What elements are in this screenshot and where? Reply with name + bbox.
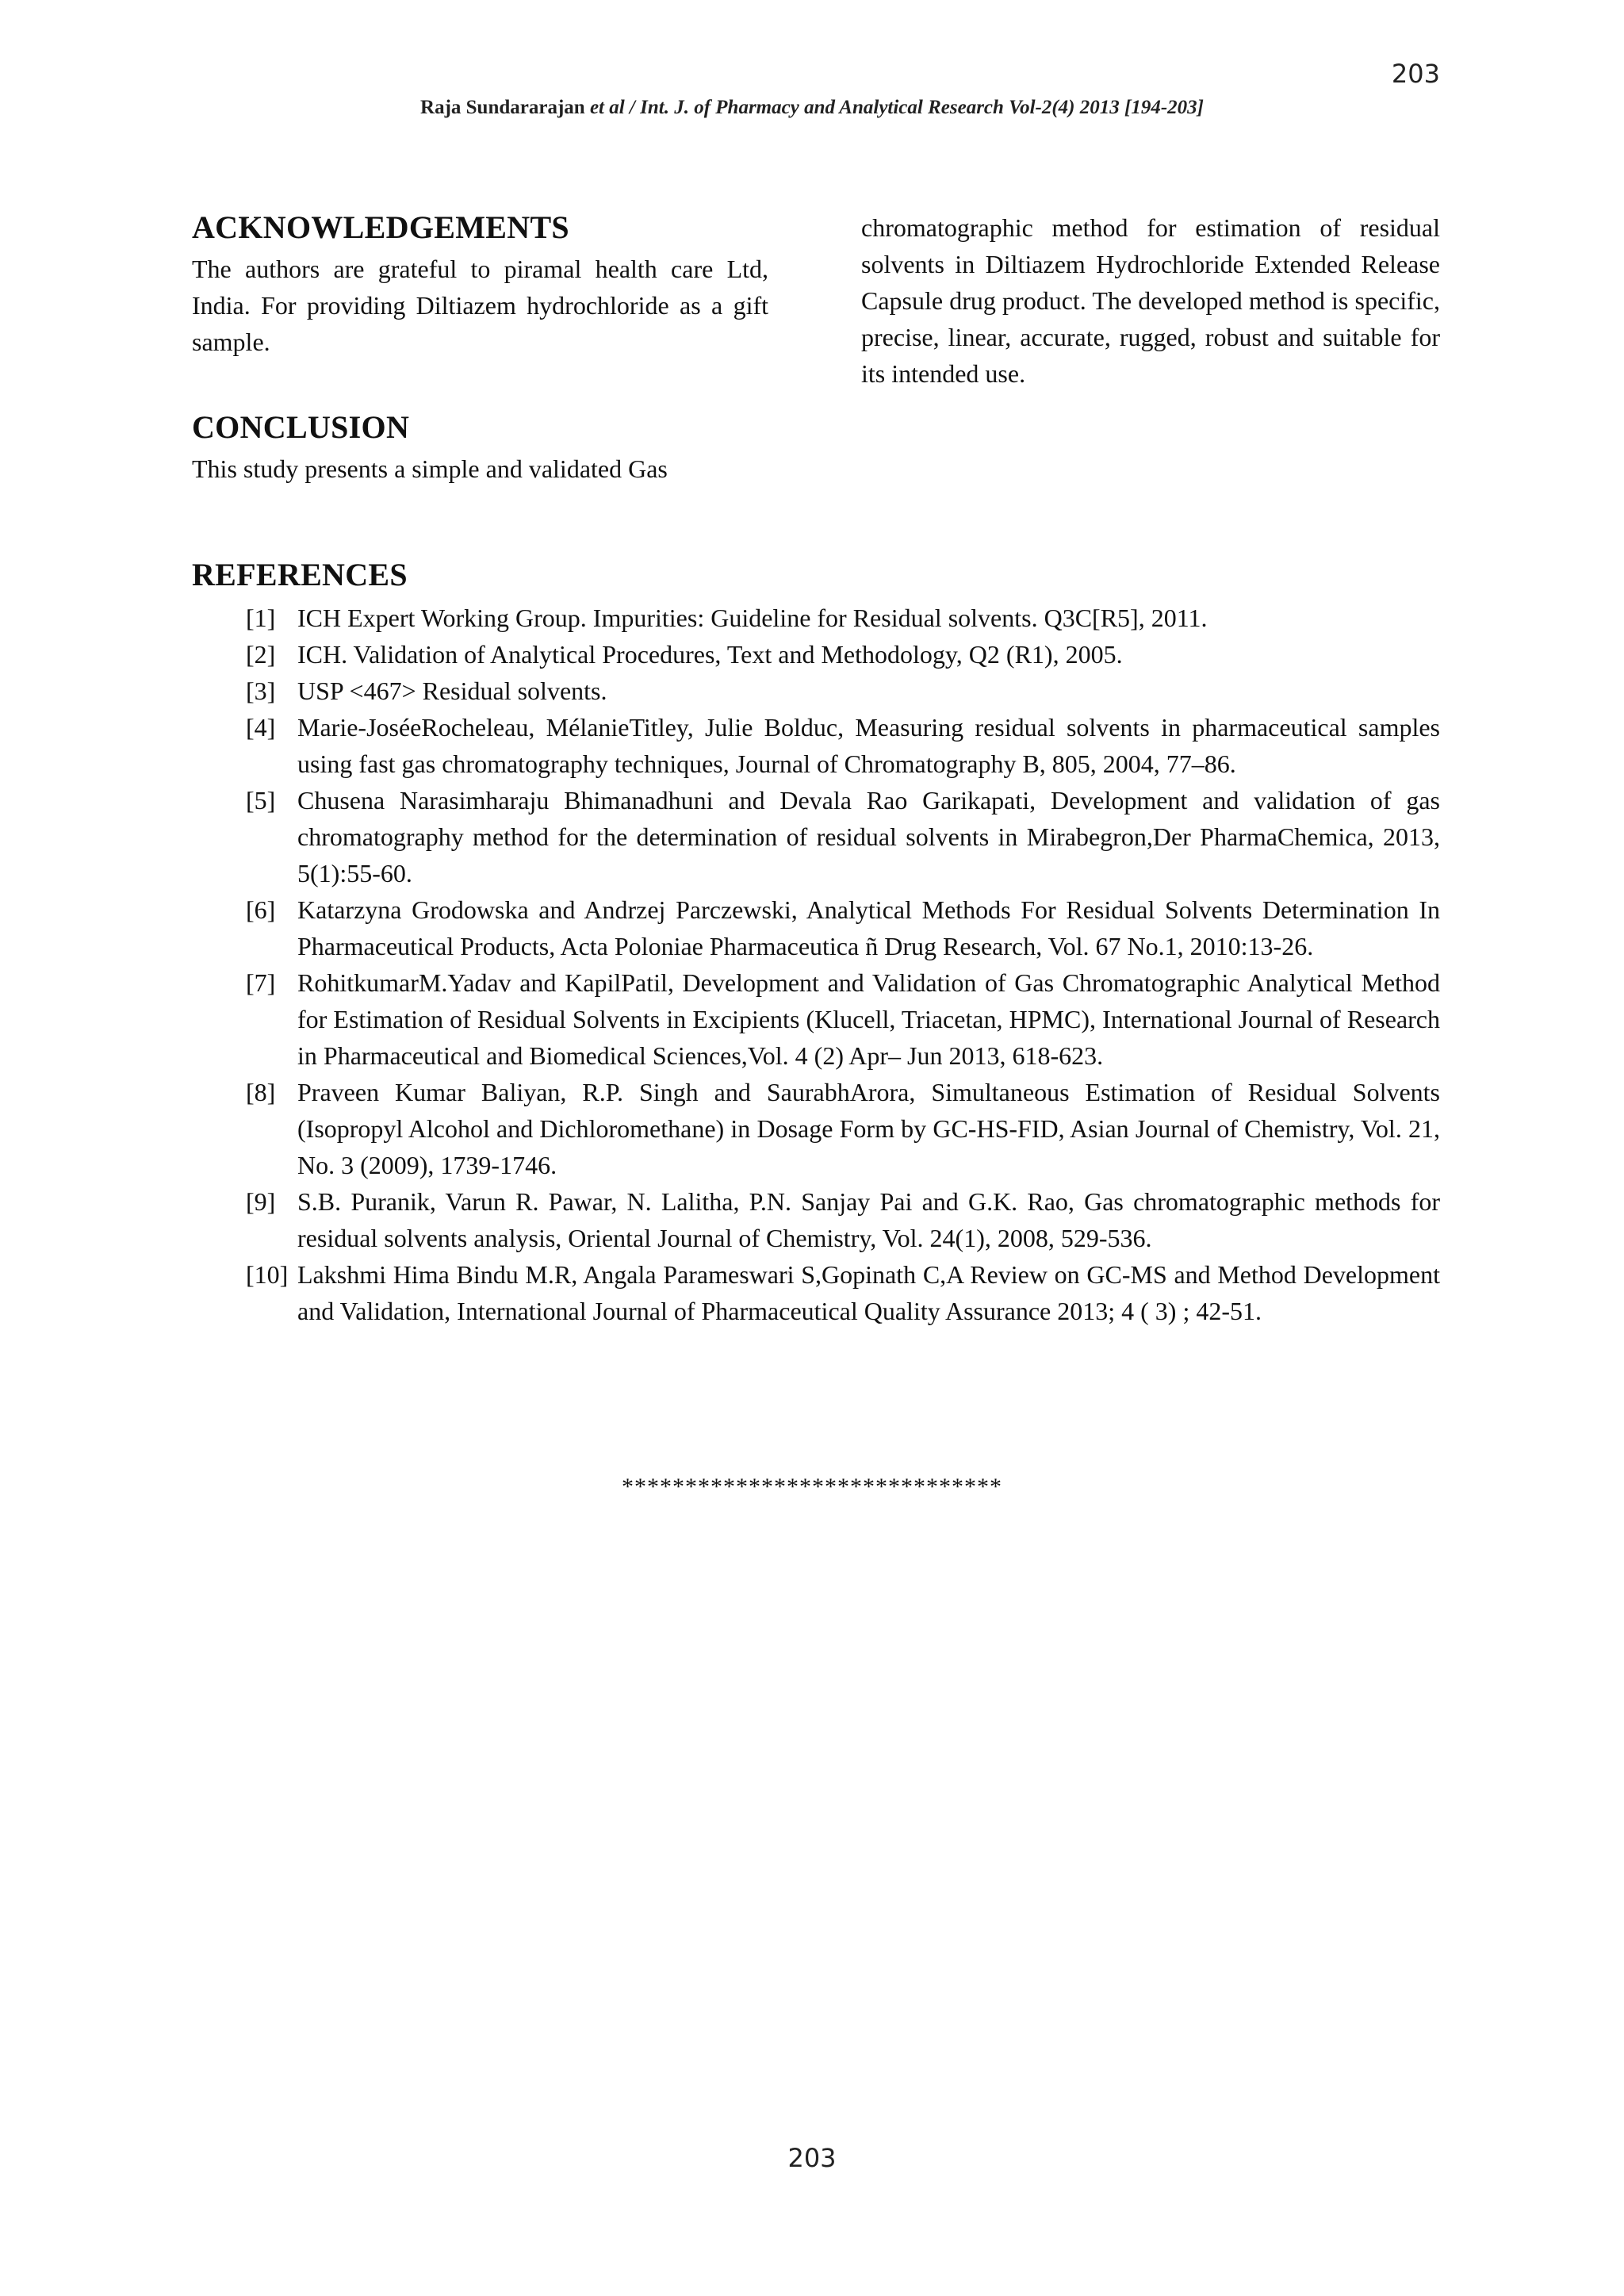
reference-number: [5] bbox=[246, 786, 276, 815]
left-column bbox=[192, 208, 768, 487]
right-column bbox=[861, 209, 1440, 392]
running-head bbox=[0, 97, 1624, 119]
reference-item bbox=[192, 964, 1440, 1074]
references-heading: REFERENCES bbox=[192, 557, 408, 592]
reference-list bbox=[192, 600, 1440, 1329]
reference-text: ICH. Validation of Analytical Procedures, Text and Methodology, Q2 (R1), 2005. bbox=[297, 640, 1123, 669]
reference-text: S.B. Puranik, Varun R. Pawar, N. Lalitha, P.N. Sanjay Pai and G.K. Rao, Gas chromatographic methods for residual solvents analysis, Oriental Journal of Chemistry, Vol. 24(1), 2008, 529-536. bbox=[297, 1187, 1440, 1252]
reference-item bbox=[192, 673, 1440, 709]
reference-text: Marie-JoséeRocheleau, MélanieTitley, Julie Bolduc, Measuring residual solvents in pharmaceutical samples using fast gas chromatography techniques, Journal of Chromatography B, 805, 2004, 77–86. bbox=[297, 713, 1440, 778]
reference-number: [4] bbox=[246, 713, 276, 742]
acknowledgements-heading: ACKNOWLEDGEMENTS bbox=[192, 209, 569, 245]
reference-item bbox=[192, 636, 1440, 673]
running-head-citation: et al / Int. J. of Pharmacy and Analytical Research Vol-2(4) 2013 [194-203] bbox=[589, 97, 1204, 118]
acknowledgements-text: The authors are grateful to piramal health care Ltd, India. For providing Diltiazem hydrochloride as a gift sample. bbox=[192, 255, 768, 356]
reference-number: [8] bbox=[246, 1078, 276, 1106]
reference-number: [2] bbox=[246, 640, 276, 669]
conclusion-text-continued: chromatographic method for estimation of residual solvents in Diltiazem Hydrochloride Extended Release Capsule drug product. The developed method is specific, precise, linear, accurate, rugged, robust and suitable for its intended use. bbox=[861, 213, 1440, 388]
reference-text: Katarzyna Grodowska and Andrzej Parczewski, Analytical Methods For Residual Solvents Determination In Pharmaceutical Products, Acta Poloniae Pharmaceutica ñ Drug Research, Vol. 67 No.1, 2010:13-26. bbox=[297, 895, 1440, 960]
reference-text: RohitkumarM.Yadav and KapilPatil, Development and Validation of Gas Chromatographic Analytical Method for Estimation of Residual Solvents in Excipients (Klucell, Triacetan, HPMC), International Journal of Research in Pharmaceutical and Biomedical Sciences,Vol. 4 (2) Apr– Jun 2013, 618-623. bbox=[297, 968, 1440, 1070]
reference-text: Chusena Narasimharaju Bhimanadhuni and Devala Rao Garikapati, Development and validation of gas chromatography method for the determination of residual solvents in Mirabegron,Der PharmaChemica, 2013, 5(1):55-60. bbox=[297, 786, 1440, 887]
conclusion-text-start: This study presents a simple and validated Gas bbox=[192, 454, 668, 483]
reference-text: Praveen Kumar Baliyan, R.P. Singh and SaurabhArora, Simultaneous Estimation of Residual Solvents (Isopropyl Alcohol and Dichloromethane) in Dosage Form by GC-HS-FID, Asian Journal of Chemistry, Vol. 21, No. 3 (2009), 1739-1746. bbox=[297, 1078, 1440, 1179]
running-head-author: Raja Sundararajan bbox=[420, 97, 590, 118]
reference-number: [6] bbox=[246, 895, 276, 924]
reference-text: Lakshmi Hima Bindu M.R, Angala Parameswari S,Gopinath C,A Review on GC-MS and Method Development and Validation, International Journal of Pharmaceutical Quality Assurance 2013; 4 ( 3) ; 42-51. bbox=[297, 1260, 1440, 1325]
end-of-article-marker: ****************************** bbox=[622, 1474, 1002, 1500]
reference-number: [1] bbox=[246, 604, 276, 632]
reference-text: ICH Expert Working Group. Impurities: Guideline for Residual solvents. Q3C[R5], 2011. bbox=[297, 604, 1208, 632]
reference-item bbox=[192, 1183, 1440, 1256]
reference-item bbox=[192, 709, 1440, 782]
reference-item bbox=[192, 891, 1440, 964]
reference-number: [3] bbox=[246, 677, 276, 705]
reference-item bbox=[192, 782, 1440, 891]
reference-number: [7] bbox=[246, 968, 276, 997]
references-section bbox=[192, 555, 1440, 1329]
conclusion-heading: CONCLUSION bbox=[192, 409, 410, 445]
page-number-top: 203 bbox=[1391, 59, 1440, 89]
reference-text: USP <467> Residual solvents. bbox=[297, 677, 607, 705]
reference-number: [9] bbox=[246, 1187, 276, 1216]
reference-item bbox=[192, 600, 1440, 636]
page-number-bottom: 203 bbox=[787, 2143, 837, 2173]
reference-item bbox=[192, 1074, 1440, 1183]
reference-number: [10] bbox=[246, 1260, 289, 1289]
reference-item bbox=[192, 1256, 1440, 1329]
